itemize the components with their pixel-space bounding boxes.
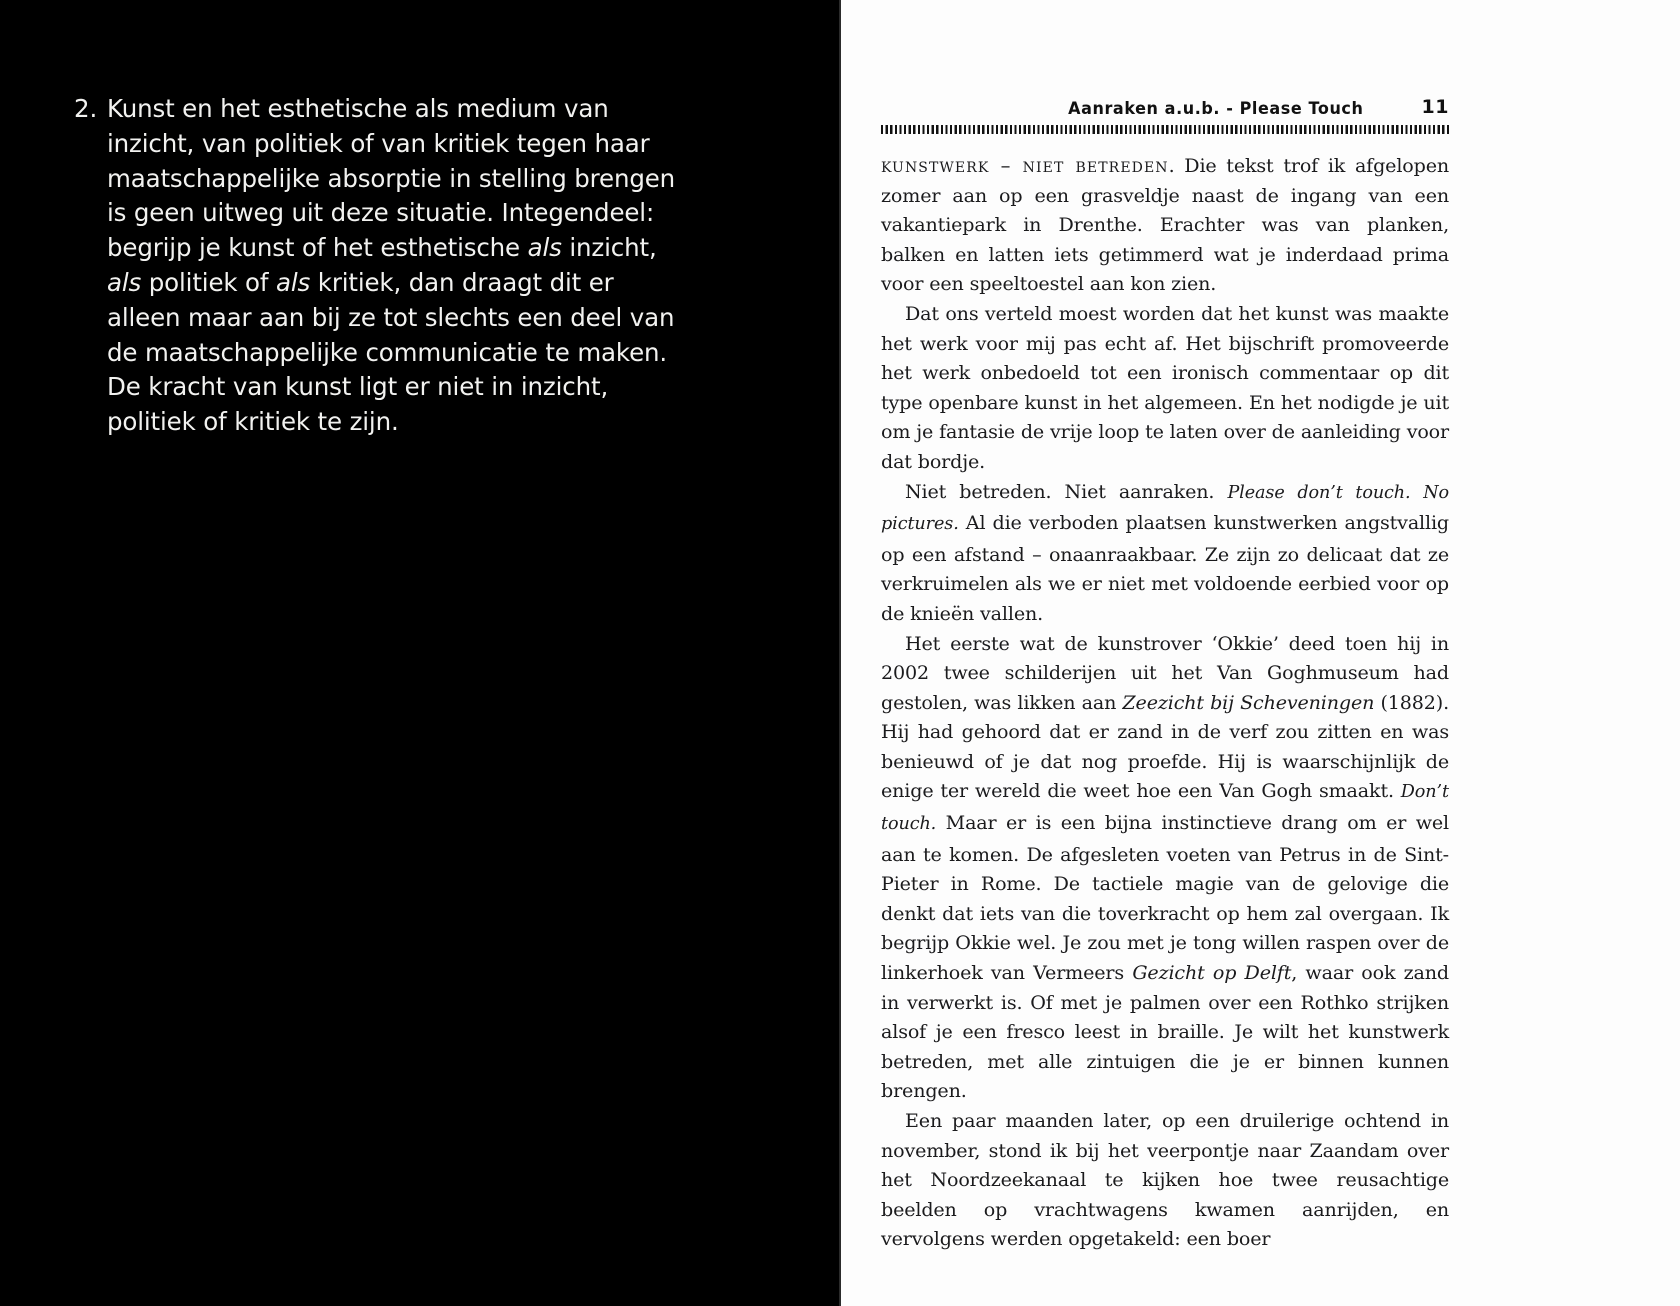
text-run: Een paar maanden later, op een druilerige ochtend in november, stond ik bij het veerpontje naar Zaandam over het Noordzeekanaal te kijken hoe twee reusachtige beelden op vrachtwagens kwamen aanrijden, en vervolgens werden opgetakeld: een boer — [881, 1109, 1449, 1251]
body-text — [881, 151, 1449, 1254]
right-page-text-block — [881, 84, 1449, 1254]
text-run: , waar ook zand in verwerkt is. Of met je palmen over een Rothko strijken alsof je een fresco leest in braille. Je wilt het kunstwerk betreden, met alle zintuigen die je er binnen kunnen brengen. — [881, 961, 1450, 1103]
running-head — [881, 84, 1449, 118]
text-run: Zeezicht bij Scheveningen — [1122, 690, 1375, 714]
text-run: als — [527, 233, 562, 263]
text-run: Het eerste wat de kunstrover ‘Okkie’ deed toen hij in 2002 twee schilderijen uit het Van Goghmuseum had gestolen, was likken aan — [881, 631, 1449, 714]
text-run: Please don’t touch. No pictures. — [881, 482, 1449, 535]
text-run: Gezicht op Delft — [1132, 961, 1292, 985]
text-run: Al die verboden plaatsen kunstwerken angstvallig op een afstand – onaanraakbaar. Ze zijn zo delicaat dat ze verkruimelen als we er niet met voldoende eerbied voor op de knieën vallen. — [881, 511, 1449, 625]
text-run: politiek of — [141, 267, 276, 297]
body-paragraph — [881, 1106, 1449, 1254]
text-run: Dat ons verteld moest worden dat het kunst was maakte het werk voor mij pas echt af. Het bijschrift promoveerde het werk onbedoeld tot een ironisch commentaar op dit type openbare kunst in het algemeen. En het nodigde je uit om je fantasie de vrije loop te laten over de aanleiding voor dat bordje. — [881, 301, 1449, 473]
numbered-list-item — [74, 92, 684, 440]
body-paragraph — [881, 299, 1449, 477]
text-run: Kunst en het esthetische als medium van inzicht, van politiek of van kritiek tegen haar maatschappelijke absorptie in stelling brengen is geen uitweg uit deze situatie. Integendeel: begrijp je kunst of het esthetische — [107, 94, 676, 263]
running-head-title: Aanraken a.u.b. - Please Touch — [1068, 99, 1364, 118]
text-run: Don’t touch. — [881, 782, 1449, 835]
body-paragraph — [881, 151, 1449, 299]
text-run: (1882). Hij had gehoord dat er zand in de verf zou zitten en was benieuwd of je dat nog proefde. Hij is waarschijnlijk de enige ter wereld die weet hoe een Van Gogh smaakt. — [881, 690, 1449, 803]
page-number: 11 — [1421, 96, 1449, 118]
text-run: . Die tekst trof ik afgelopen zomer aan op een grasveldje naast de ingang van een vakantiepark in Drenthe. Erachter was van planken, balken en latten iets getimmerd wat je inderdaad prima voor een speeltoestel aan kon zien. — [881, 154, 1449, 296]
right-page — [841, 0, 1680, 1306]
text-run: kritiek, dan draagt dit er alleen maar aan bij ze tot slechts een deel van de maatschappelijke communicatie te maken. De kracht van kunst ligt er niet in inzicht, politiek of kritiek te zijn. — [107, 267, 675, 437]
body-paragraph — [881, 629, 1449, 1107]
header-dashed-rule — [881, 125, 1449, 134]
text-run: als — [276, 267, 311, 297]
list-item-text — [107, 94, 675, 436]
text-run: kunstwerk – niet betreden — [881, 154, 1169, 177]
left-page-text-block — [74, 92, 684, 440]
text-run: Maar er is een bijna instinctieve drang om er wel aan te komen. De afgesleten voeten van Petrus in de Sint-Pieter in Rome. De tactiele magie van de gelovige die denkt dat iets van die toverkracht op hem zal overgaan. Ik begrijp Okkie wel. Je zou met je tong willen raspen over de linkerhoek van Vermeers — [881, 811, 1449, 985]
body-paragraph — [881, 477, 1449, 629]
text-run: Niet betreden. Niet aanraken. — [905, 479, 1228, 503]
list-item-marker: 2. — [74, 94, 98, 123]
text-run: inzicht, — [561, 233, 657, 263]
text-run: als — [107, 267, 142, 297]
